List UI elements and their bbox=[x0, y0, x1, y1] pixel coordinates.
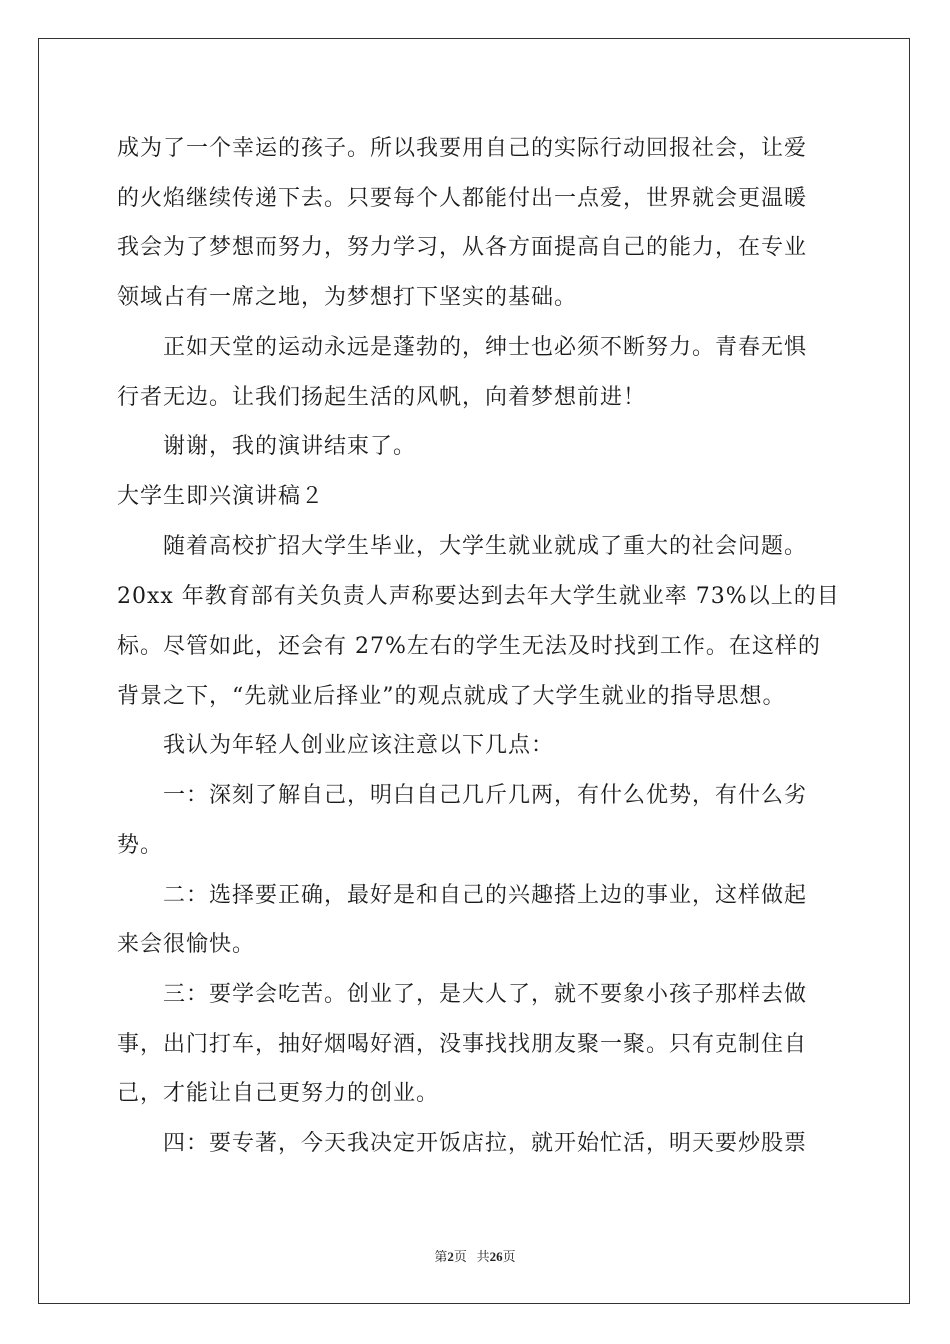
page-border bbox=[38, 38, 910, 1304]
text-line: 行者无边。让我们扬起生活的风帆，向着梦想前进！ bbox=[117, 385, 647, 410]
page-footer bbox=[0, 1246, 950, 1265]
text-line: 标。尽管如此，还会有 27%左右的学生无法及时找到工作。在这样的 bbox=[117, 634, 821, 659]
text-line: 事，出门打车，抽好烟喝好酒，没事找找朋友聚一聚。只有克制住自 bbox=[117, 1032, 808, 1057]
text-line: 二：选择要正确，最好是和自己的兴趣搭上边的事业，这样做起 bbox=[117, 883, 808, 908]
text-line: 来会很愉快。 bbox=[117, 932, 256, 957]
total-pages: 26 bbox=[489, 1249, 503, 1264]
text-line: 势。 bbox=[117, 833, 164, 858]
text-line: 20xx 年教育部有关负责人声称要达到去年大学生就业率 73%以上的目 bbox=[117, 584, 840, 609]
text-line: 正如天堂的运动永远是蓬勃的，绅士也必须不断努力。青春无惧 bbox=[117, 335, 808, 360]
text-line: 己，才能让自己更努力的创业。 bbox=[117, 1081, 440, 1106]
text-line: 我认为年轻人创业应该注意以下几点： bbox=[117, 733, 555, 758]
text-line: 一：深刻了解自己，明白自己几斤几两，有什么优势，有什么劣 bbox=[117, 783, 808, 808]
text-line: 成为了一个幸运的孩子。所以我要用自己的实际行动回报社会，让爱 bbox=[117, 136, 808, 161]
text-line: 谢谢，我的演讲结束了。 bbox=[117, 434, 417, 459]
text-line: 领域占有一席之地，为梦想打下坚实的基础。 bbox=[117, 285, 578, 310]
text-line: 四：要专著，今天我决定开饭店拉，就开始忙活，明天要炒股票 bbox=[117, 1131, 808, 1156]
text-line: 我会为了梦想而努力，努力学习，从各方面提高自己的能力，在专业 bbox=[117, 235, 808, 260]
text-line: 随着高校扩招大学生毕业，大学生就业就成了重大的社会问题。 bbox=[117, 534, 808, 559]
page-number: 2 bbox=[447, 1249, 454, 1264]
page-prefix: 第 bbox=[434, 1249, 448, 1264]
text-line: 三：要学会吃苦。创业了，是大人了，就不要象小孩子那样去做 bbox=[117, 982, 808, 1007]
text-line: 背景之下，“先就业后择业”的观点就成了大学生就业的指导思想。 bbox=[117, 684, 786, 709]
page-suffix: 页 bbox=[453, 1249, 467, 1264]
text-line: 的火焰继续传递下去。只要每个人都能付出一点爱，世界就会更温暖 bbox=[117, 186, 808, 211]
total-suffix: 页 bbox=[502, 1249, 516, 1264]
total-prefix: 共 bbox=[476, 1249, 490, 1264]
section-heading: 大学生即兴演讲稿２ bbox=[117, 484, 325, 509]
